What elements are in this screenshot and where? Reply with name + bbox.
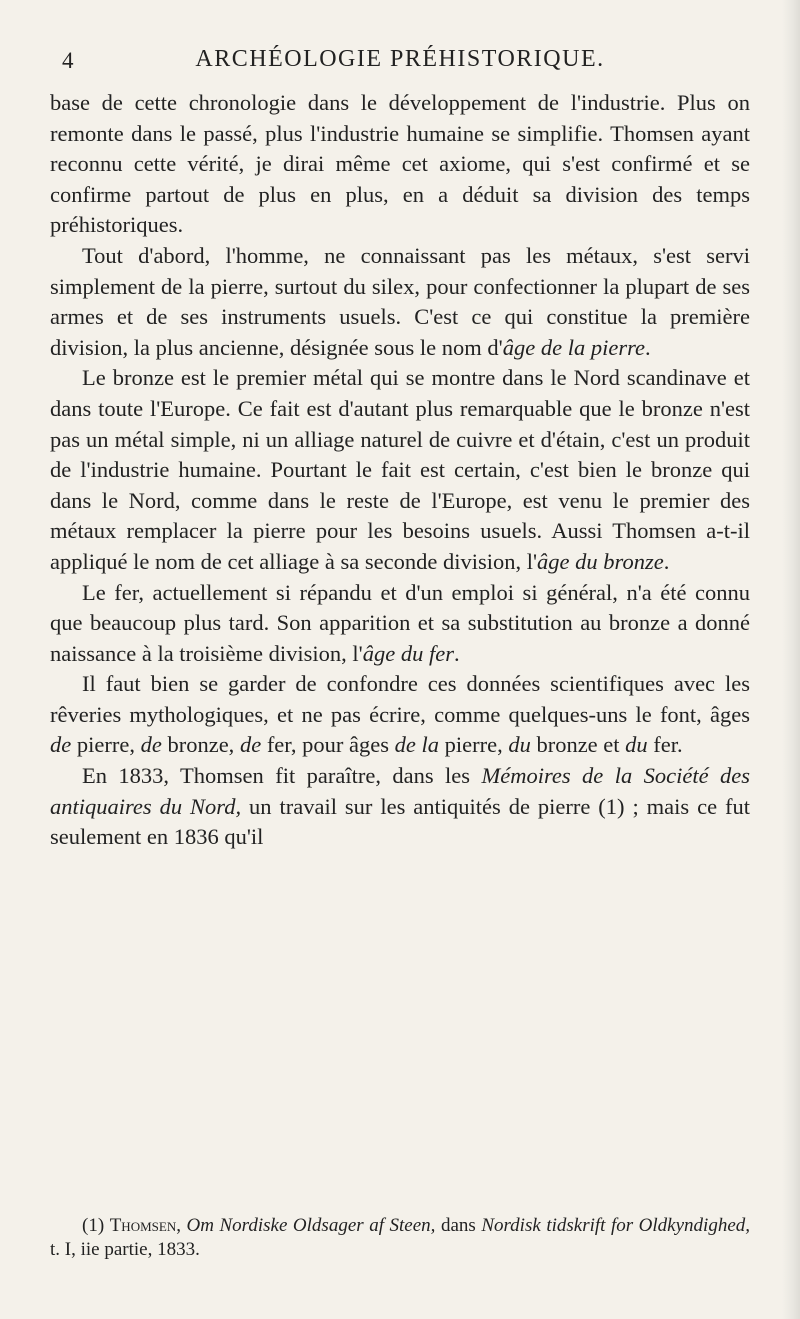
body-text [50,88,750,853]
p5-part: Il faut bien se garder de confondre ces données scientifiques avec les rêveries mythologiques, et ne pas écrire, comme quelques-uns le font, âges [50,671,750,727]
p5-part: bronze, [161,732,240,758]
p5-part: fer, pour âges [261,732,395,758]
footnote-mid: dans [435,1215,482,1236]
page-number: 4 [62,48,74,73]
paragraph-4 [50,578,750,670]
footnote-sep: , [176,1215,187,1236]
footnote-end: t. I, iie partie, 1833. [50,1239,200,1260]
p5-italic: de [140,732,162,758]
footnote [50,1214,750,1262]
paragraph-2-text: Tout d'abord, l'homme, ne connaissant pas les métaux, s'est servi simplement de la pierre, surtout du silex, pour confectionner la plupart de ses armes et de ses instruments usuels. C'est ce qui constitue la première division, la plus ancienne, désignée sous le nom d' [50,242,750,360]
paragraph-6 [50,761,750,853]
p5-italic: de [239,732,262,758]
p6-part: En 1833, Thomsen fit paraître, dans les [82,763,482,789]
running-title: ARCHÉOLOGIE PRÉHISTORIQUE. [195,46,605,72]
p5-part: pierre, [71,732,141,758]
paragraph-3-text: Le bronze est le premier métal qui se montre dans le Nord scandinave et dans toute l'Europe. Ce fait est d'autant plus remarquable que le bronze n'est pas un métal simple, ni un alliage naturel de cuivre et d'étain, c'est un produit de l'industrie humaine. Pourtant le fait est certain, c'est bien le bronze qui dans le Nord, comme dans le reste de l'Europe, est venu le premier des métaux remplacer la pierre pour les besoins usuels. Aussi Thomsen a-t-il appliqué le nom de cet alliage à sa seconde division, l' [50,365,750,574]
term-age-fer: âge du fer [362,640,454,666]
title-memoires: Mémoires de la Société des antiquaires du Nord, [50,763,750,819]
paragraph-2-end: . [645,334,651,360]
footnote-marker: (1) [82,1215,110,1236]
paragraph-4-end: . [453,640,460,666]
paragraph-3 [50,363,750,577]
p5-italic: du [625,732,648,758]
p5-part: pierre, [438,732,509,758]
footnote-title: Om Nordiske Oldsager af Steen, [186,1215,436,1236]
page-edge-shadow [782,0,800,1319]
term-age-pierre: âge de la pierre [502,334,645,360]
footnote-journal: Nordisk tidskrift for Oldkyndighed, [481,1215,751,1236]
footnote-author: Thomsen [109,1215,177,1236]
p5-italic: du [508,732,531,758]
p5-part: fer. [647,732,683,758]
paragraph-4-text: Le fer, actuellement si répandu et d'un emploi si général, n'a été connu que beaucoup plus tard. Son apparition et sa substitution au bronze a donné naissance à la troisième division, l' [50,579,750,666]
paragraph-1: base de cette chronologie dans le développement de l'industrie. Plus on remonte dans le passé, plus l'industrie humaine se simplifie. Thomsen ayant reconnu cette vérité, je dirai même cet axiome, qui s'est confirmé et se confirme partout de plus en plus, en a déduit sa division des temps préhistoriques. [50,90,750,238]
p5-italic: de [50,732,72,758]
paragraph-5 [50,669,750,761]
page-header [50,44,750,84]
p5-italic: de la [394,732,439,758]
paragraph-2 [50,241,750,363]
p5-part: bronze et [530,732,626,758]
term-age-bronze: âge du bronze [537,548,664,574]
paragraph-3-end: . [663,548,670,574]
p6-part: un travail sur les antiquités de pierre (1) ; mais ce fut seulement en 1836 qu'il [50,793,750,850]
footnote-1 [50,1214,750,1262]
